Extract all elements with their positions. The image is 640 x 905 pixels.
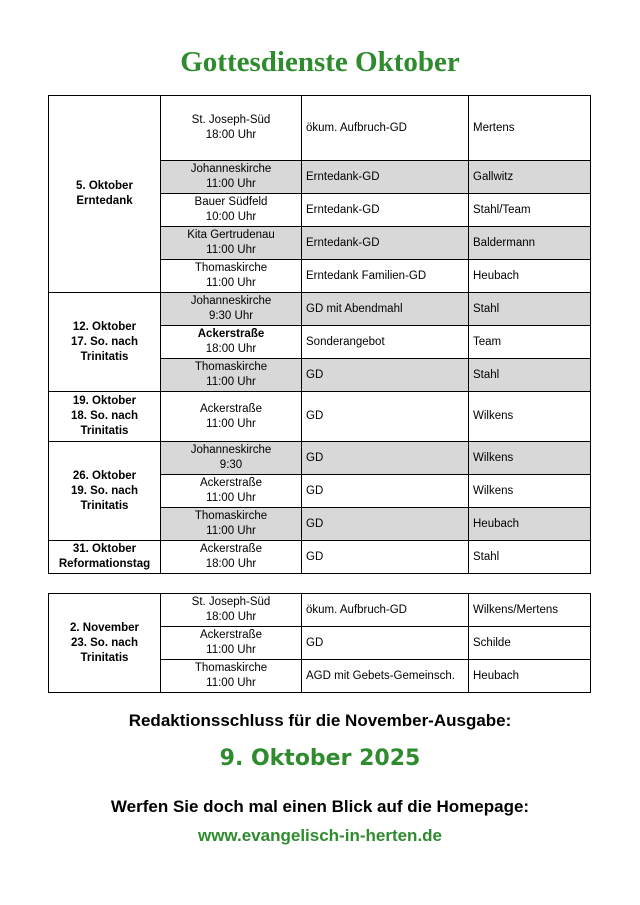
schedule-row: [49, 392, 591, 442]
service-pastor: Wilkens: [469, 475, 591, 508]
service-date: [49, 442, 161, 541]
service-time: 11:00 Uhr: [206, 244, 256, 256]
service-time: 18:00 Uhr: [205, 611, 257, 623]
homepage-label: Werfen Sie doch mal einen Blick auf die Homepage:: [110, 797, 530, 816]
service-pastor: Schilde: [469, 627, 591, 660]
service-location: [161, 475, 302, 508]
schedule-row: [49, 293, 591, 326]
service-pastor: Stahl: [469, 541, 591, 574]
service-type: Erntedank-GD: [302, 194, 469, 227]
schedule-row: [49, 541, 591, 574]
service-pastor: Heubach: [469, 260, 591, 293]
location-name: St. Joseph-Süd: [191, 114, 271, 126]
service-pastor: Stahl/Team: [469, 194, 591, 227]
service-type: ökum. Aufbruch-GD: [302, 594, 469, 627]
location-name: St. Joseph-Süd: [191, 596, 271, 608]
service-date-line: 17. So. nach: [70, 335, 139, 348]
service-pastor: Stahl: [469, 293, 591, 326]
service-time: 9:30: [219, 459, 243, 471]
service-time: 10:00 Uhr: [205, 211, 257, 223]
page-title: Gottesdienste Oktober: [180, 46, 460, 78]
service-location: [161, 161, 302, 194]
service-type: Erntedank-GD: [302, 161, 469, 194]
schedule-table-november: [48, 593, 591, 693]
homepage-link[interactable]: www.evangelisch-in-herten.de: [197, 826, 443, 845]
location-name: Bauer Südfeld: [194, 196, 268, 208]
location-name: Johanneskirche: [190, 295, 272, 307]
service-type: Sonderangebot: [302, 326, 469, 359]
service-date-line: 2. November: [69, 621, 140, 634]
location-name: Kita Gertrudenau: [187, 229, 275, 241]
service-time: 18:00 Uhr: [205, 129, 257, 141]
service-time: 9:30 Uhr: [208, 310, 254, 322]
service-location: [161, 227, 302, 260]
service-location: [161, 194, 302, 227]
service-pastor: Wilkens/Mertens: [469, 594, 591, 627]
service-time: 11:00 Uhr: [206, 492, 256, 504]
service-pastor: Team: [469, 326, 591, 359]
service-location: [161, 660, 302, 693]
service-type: GD: [302, 627, 469, 660]
schedule-row: [49, 442, 591, 475]
service-date-line: 19. Oktober: [72, 395, 137, 407]
schedule-row: [49, 96, 591, 161]
service-time: 11:00 Uhr: [206, 677, 256, 689]
service-type: GD: [302, 475, 469, 508]
service-location: [161, 260, 302, 293]
service-pastor: Heubach: [469, 508, 591, 541]
service-time: 11:00 Uhr: [206, 277, 256, 289]
schedule-table-october: [48, 95, 591, 574]
service-date-line: 5. Oktober: [76, 180, 133, 192]
service-date-line: Trinitatis: [80, 425, 129, 437]
service-pastor: Wilkens: [469, 442, 591, 475]
location-name: Ackerstraße: [200, 629, 262, 641]
location-name: Thomaskirche: [194, 662, 268, 674]
location-name: Ackerstraße: [200, 477, 262, 489]
location-name: Ackerstraße: [200, 543, 262, 555]
service-type: GD mit Abendmahl: [302, 293, 469, 326]
service-date-line: Trinitatis: [80, 350, 129, 363]
service-location: [161, 293, 302, 326]
location-name: Thomaskirche: [194, 510, 268, 522]
service-date: [49, 96, 161, 293]
service-date-line: 26. Oktober: [72, 469, 137, 482]
service-type: Erntedank Familien-GD: [302, 260, 469, 293]
service-time: 11:00 Uhr: [206, 417, 256, 430]
service-type: AGD mit Gebets-Gemeinsch.: [302, 660, 469, 693]
location-name: Thomaskirche: [194, 262, 268, 274]
service-pastor: Heubach: [469, 660, 591, 693]
service-type: GD: [302, 541, 469, 574]
service-pastor: Baldermann: [469, 227, 591, 260]
service-date-line: 12. Oktober: [72, 320, 137, 333]
service-location: [161, 627, 302, 660]
service-type: GD: [302, 442, 469, 475]
service-time: 11:00 Uhr: [206, 178, 256, 190]
deadline-date: 9. Oktober 2025: [219, 746, 421, 771]
service-date-line: 31. Oktober: [72, 543, 137, 555]
service-pastor: Wilkens: [469, 392, 591, 442]
service-time: 11:00 Uhr: [206, 525, 256, 537]
location-name: Thomaskirche: [194, 361, 268, 373]
location-name: Johanneskirche: [190, 163, 272, 175]
service-date-line: Trinitatis: [80, 651, 129, 664]
service-time: 18:00 Uhr: [205, 343, 257, 355]
service-date-line: Trinitatis: [80, 499, 129, 512]
service-type: ökum. Aufbruch-GD: [302, 96, 469, 161]
service-type: GD: [302, 392, 469, 442]
service-location: [161, 96, 302, 161]
service-date: [49, 541, 161, 574]
location-name: Johanneskirche: [190, 444, 272, 456]
service-location: [161, 392, 302, 442]
service-pastor: Gallwitz: [469, 161, 591, 194]
service-type: GD: [302, 508, 469, 541]
service-type: GD: [302, 359, 469, 392]
service-date: [49, 392, 161, 442]
service-type: Erntedank-GD: [302, 227, 469, 260]
service-pastor: Stahl: [469, 359, 591, 392]
service-location: [161, 442, 302, 475]
service-date-line: Erntedank: [76, 195, 133, 207]
service-location: [161, 326, 302, 359]
location-name: Ackerstraße: [197, 328, 265, 340]
service-time: 11:00 Uhr: [206, 644, 256, 656]
deadline-label: Redaktionsschluss für die November-Ausgabe:: [128, 711, 512, 730]
service-location: [161, 508, 302, 541]
service-location: [161, 594, 302, 627]
location-name: Ackerstraße: [200, 402, 262, 415]
service-date: [49, 293, 161, 392]
service-date-line: Reformationstag: [58, 558, 151, 570]
service-pastor: Mertens: [469, 96, 591, 161]
service-date-line: 18. So. nach: [70, 410, 139, 422]
service-location: [161, 541, 302, 574]
service-time: 11:00 Uhr: [206, 376, 256, 388]
service-location: [161, 359, 302, 392]
schedule-row: [49, 594, 591, 627]
service-date-line: 19. So. nach: [70, 484, 139, 497]
service-time: 18:00 Uhr: [205, 558, 257, 570]
service-date-line: 23. So. nach: [70, 636, 139, 649]
service-date: [49, 594, 161, 693]
